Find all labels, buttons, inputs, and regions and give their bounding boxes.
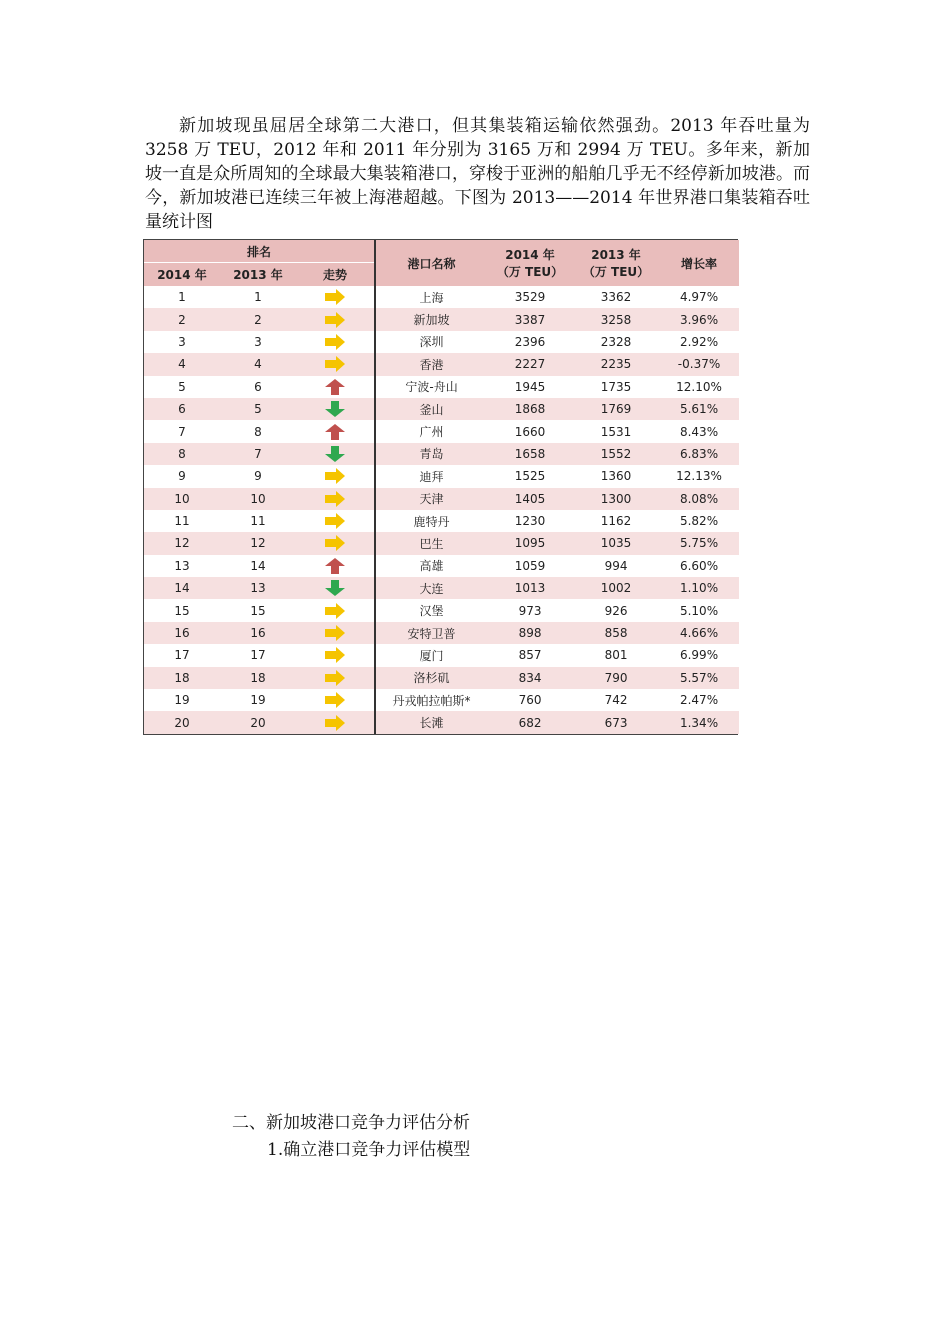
rank-2014-cell: 4 — [144, 353, 220, 375]
trend-cell — [296, 532, 375, 554]
table-row — [144, 443, 739, 465]
teu-2013-cell: 1552 — [573, 443, 659, 465]
table-row — [144, 308, 739, 330]
teu-2014-cell: 1868 — [487, 398, 573, 420]
growth-rate-cell: 8.43% — [659, 420, 739, 442]
teu-2013-cell: 858 — [573, 622, 659, 644]
rank-2013-cell: 20 — [220, 711, 296, 734]
table-row — [144, 510, 739, 532]
arrow-up-icon — [324, 378, 346, 396]
rank-2014-cell: 1 — [144, 286, 220, 308]
teu-2014-cell: 1658 — [487, 443, 573, 465]
rank-2013-cell: 14 — [220, 555, 296, 577]
rank-2013-cell: 5 — [220, 398, 296, 420]
port-name-cell: 深圳 — [375, 331, 487, 353]
rank-2013-cell: 3 — [220, 331, 296, 353]
rank-2014-cell: 10 — [144, 488, 220, 510]
port-name-cell: 巴生 — [375, 532, 487, 554]
arrow-right-icon — [324, 534, 346, 552]
rank-2014-cell: 5 — [144, 376, 220, 398]
teu-2014-cell: 1525 — [487, 465, 573, 487]
table-row — [144, 353, 739, 375]
rank-2014-cell: 16 — [144, 622, 220, 644]
table-body — [144, 286, 739, 734]
trend-cell — [296, 465, 375, 487]
teu-2013-cell: 673 — [573, 711, 659, 734]
teu-2014-cell: 1230 — [487, 510, 573, 532]
port-throughput-table — [143, 239, 738, 735]
growth-rate-cell: 8.08% — [659, 488, 739, 510]
rank-2013-cell: 8 — [220, 420, 296, 442]
growth-rate-cell: 3.96% — [659, 308, 739, 330]
arrow-up-icon — [324, 423, 346, 441]
rank-2013-cell: 10 — [220, 488, 296, 510]
rank-2013-cell: 17 — [220, 644, 296, 666]
port-name-cell: 天津 — [375, 488, 487, 510]
port-name-cell: 上海 — [375, 286, 487, 308]
table-row — [144, 622, 739, 644]
trend-cell — [296, 398, 375, 420]
teu-2014-cell: 2396 — [487, 331, 573, 353]
growth-rate-cell: 2.92% — [659, 331, 739, 353]
port-name-cell: 迪拜 — [375, 465, 487, 487]
trend-cell — [296, 622, 375, 644]
header-teu-2013 — [573, 240, 659, 286]
arrow-right-icon — [324, 355, 346, 373]
teu-2013-cell: 2328 — [573, 331, 659, 353]
rank-2013-cell: 16 — [220, 622, 296, 644]
growth-rate-cell: 5.10% — [659, 599, 739, 621]
trend-cell — [296, 488, 375, 510]
rank-2014-cell: 12 — [144, 532, 220, 554]
teu-2013-cell: 790 — [573, 667, 659, 689]
arrow-down-icon — [324, 579, 346, 597]
table-row — [144, 711, 739, 734]
growth-rate-cell: 5.61% — [659, 398, 739, 420]
teu-2013-cell: 1360 — [573, 465, 659, 487]
rank-2013-cell: 7 — [220, 443, 296, 465]
header-rank: 排名 — [144, 240, 375, 263]
trend-cell — [296, 510, 375, 532]
teu-2014-cell: 857 — [487, 644, 573, 666]
teu-2013-cell: 2235 — [573, 353, 659, 375]
rank-2014-cell: 9 — [144, 465, 220, 487]
rank-2014-cell: 14 — [144, 577, 220, 599]
port-name-cell: 宁波-舟山 — [375, 376, 487, 398]
header-rank-2013: 2013 年 — [220, 263, 296, 287]
teu-2014-cell: 1945 — [487, 376, 573, 398]
port-name-cell: 青岛 — [375, 443, 487, 465]
teu-2014-cell: 3387 — [487, 308, 573, 330]
teu-2014-cell: 760 — [487, 689, 573, 711]
teu-2013-cell: 1735 — [573, 376, 659, 398]
trend-cell — [296, 577, 375, 599]
header-teu-2014 — [487, 240, 573, 286]
subsection-heading: 1.确立港口竞争力评估模型 — [267, 1140, 471, 1160]
header-teu-2013-year: 2013 年 — [591, 248, 641, 262]
growth-rate-cell: 6.99% — [659, 644, 739, 666]
teu-2013-cell: 926 — [573, 599, 659, 621]
rank-2014-cell: 2 — [144, 308, 220, 330]
growth-rate-cell: 12.10% — [659, 376, 739, 398]
growth-rate-cell: 12.13% — [659, 465, 739, 487]
teu-2014-cell: 834 — [487, 667, 573, 689]
port-name-cell: 丹戎帕拉帕斯* — [375, 689, 487, 711]
growth-rate-cell: 2.47% — [659, 689, 739, 711]
intro-paragraph: 新加坡现虽屈居全球第二大港口，但其集装箱运输依然强劲。2013 年吞吐量为 3258 万 TEU，2012 年和 2011 年分别为 3165 万和 2994 万 TEU。多年来，新加坡一直是众所周知的全球最大集装箱港口，穿梭于亚洲的船舶几乎无不经停新加坡港。而今，新加坡港已连续三年被上海港超越。下图为 2013——2014 年世界港口集装箱吞吐量统计图 — [145, 116, 810, 232]
trend-cell — [296, 308, 375, 330]
table-row — [144, 376, 739, 398]
rank-2014-cell: 7 — [144, 420, 220, 442]
teu-2014-cell: 2227 — [487, 353, 573, 375]
header-trend: 走势 — [296, 263, 375, 287]
teu-2013-cell: 1002 — [573, 577, 659, 599]
table-row — [144, 286, 739, 308]
arrow-up-icon — [324, 557, 346, 575]
teu-2014-cell: 1013 — [487, 577, 573, 599]
arrow-right-icon — [324, 646, 346, 664]
teu-2013-cell: 742 — [573, 689, 659, 711]
port-name-cell: 鹿特丹 — [375, 510, 487, 532]
teu-2014-cell: 973 — [487, 599, 573, 621]
rank-2013-cell: 1 — [220, 286, 296, 308]
trend-cell — [296, 644, 375, 666]
rank-2014-cell: 8 — [144, 443, 220, 465]
arrow-right-icon — [324, 333, 346, 351]
growth-rate-cell: 4.66% — [659, 622, 739, 644]
table-row — [144, 331, 739, 353]
section-heading: 二、新加坡港口竞争力评估分析 — [232, 1113, 470, 1133]
teu-2013-cell: 1769 — [573, 398, 659, 420]
trend-cell — [296, 711, 375, 734]
table-row — [144, 644, 739, 666]
rank-2013-cell: 19 — [220, 689, 296, 711]
port-name-cell: 长滩 — [375, 711, 487, 734]
trend-cell — [296, 331, 375, 353]
port-name-cell: 高雄 — [375, 555, 487, 577]
teu-2013-cell: 801 — [573, 644, 659, 666]
trend-cell — [296, 599, 375, 621]
rank-2014-cell: 18 — [144, 667, 220, 689]
growth-rate-cell: 6.83% — [659, 443, 739, 465]
teu-2014-cell: 1059 — [487, 555, 573, 577]
arrow-down-icon — [324, 400, 346, 418]
table-row — [144, 667, 739, 689]
growth-rate-cell: 5.82% — [659, 510, 739, 532]
table-row — [144, 488, 739, 510]
arrow-right-icon — [324, 512, 346, 530]
teu-2013-cell: 3258 — [573, 308, 659, 330]
port-name-cell: 厦门 — [375, 644, 487, 666]
growth-rate-cell: 5.57% — [659, 667, 739, 689]
growth-rate-cell: 6.60% — [659, 555, 739, 577]
teu-2013-cell: 1162 — [573, 510, 659, 532]
rank-2013-cell: 12 — [220, 532, 296, 554]
rank-2014-cell: 11 — [144, 510, 220, 532]
header-teu-2014-unit: （万 TEU） — [496, 265, 564, 279]
trend-cell — [296, 286, 375, 308]
port-name-cell: 安特卫普 — [375, 622, 487, 644]
arrow-right-icon — [324, 288, 346, 306]
rank-2013-cell: 2 — [220, 308, 296, 330]
header-port-name: 港口名称 — [375, 240, 487, 286]
growth-rate-cell: -0.37% — [659, 353, 739, 375]
arrow-right-icon — [324, 311, 346, 329]
teu-2014-cell: 682 — [487, 711, 573, 734]
table-row — [144, 420, 739, 442]
teu-2014-cell: 1405 — [487, 488, 573, 510]
teu-2014-cell: 3529 — [487, 286, 573, 308]
rank-2014-cell: 3 — [144, 331, 220, 353]
rank-2013-cell: 4 — [220, 353, 296, 375]
arrow-right-icon — [324, 490, 346, 508]
port-name-cell: 广州 — [375, 420, 487, 442]
arrow-right-icon — [324, 669, 346, 687]
teu-2014-cell: 1095 — [487, 532, 573, 554]
teu-2013-cell: 1300 — [573, 488, 659, 510]
port-name-cell: 大连 — [375, 577, 487, 599]
port-name-cell: 洛杉矶 — [375, 667, 487, 689]
arrow-right-icon — [324, 714, 346, 732]
table-row — [144, 577, 739, 599]
growth-rate-cell: 1.10% — [659, 577, 739, 599]
trend-cell — [296, 689, 375, 711]
rank-2013-cell: 9 — [220, 465, 296, 487]
rank-2013-cell: 15 — [220, 599, 296, 621]
teu-2013-cell: 1035 — [573, 532, 659, 554]
arrow-down-icon — [324, 445, 346, 463]
rank-2014-cell: 20 — [144, 711, 220, 734]
trend-cell — [296, 376, 375, 398]
port-name-cell: 新加坡 — [375, 308, 487, 330]
rank-2014-cell: 6 — [144, 398, 220, 420]
teu-2013-cell: 994 — [573, 555, 659, 577]
rank-2014-cell: 19 — [144, 689, 220, 711]
header-rank-2014: 2014 年 — [144, 263, 220, 287]
rank-2013-cell: 13 — [220, 577, 296, 599]
table-row — [144, 599, 739, 621]
rank-2013-cell: 18 — [220, 667, 296, 689]
growth-rate-cell: 4.97% — [659, 286, 739, 308]
header-teu-2014-year: 2014 年 — [505, 248, 555, 262]
table-row — [144, 689, 739, 711]
teu-2013-cell: 3362 — [573, 286, 659, 308]
growth-rate-cell: 1.34% — [659, 711, 739, 734]
rank-2014-cell: 15 — [144, 599, 220, 621]
trend-cell — [296, 420, 375, 442]
port-name-cell: 汉堡 — [375, 599, 487, 621]
trend-cell — [296, 555, 375, 577]
port-name-cell: 香港 — [375, 353, 487, 375]
arrow-right-icon — [324, 467, 346, 485]
arrow-right-icon — [324, 624, 346, 642]
table-row — [144, 555, 739, 577]
port-name-cell: 釜山 — [375, 398, 487, 420]
table-row — [144, 465, 739, 487]
teu-2013-cell: 1531 — [573, 420, 659, 442]
rank-2014-cell: 17 — [144, 644, 220, 666]
teu-2014-cell: 1660 — [487, 420, 573, 442]
rank-2013-cell: 6 — [220, 376, 296, 398]
header-teu-2013-unit: （万 TEU） — [582, 265, 650, 279]
trend-cell — [296, 353, 375, 375]
rank-2013-cell: 11 — [220, 510, 296, 532]
growth-rate-cell: 5.75% — [659, 532, 739, 554]
arrow-right-icon — [324, 602, 346, 620]
teu-2014-cell: 898 — [487, 622, 573, 644]
trend-cell — [296, 443, 375, 465]
arrow-right-icon — [324, 691, 346, 709]
trend-cell — [296, 667, 375, 689]
table-row — [144, 398, 739, 420]
header-growth-rate: 增长率 — [659, 240, 739, 286]
rank-2014-cell: 13 — [144, 555, 220, 577]
table-row — [144, 532, 739, 554]
